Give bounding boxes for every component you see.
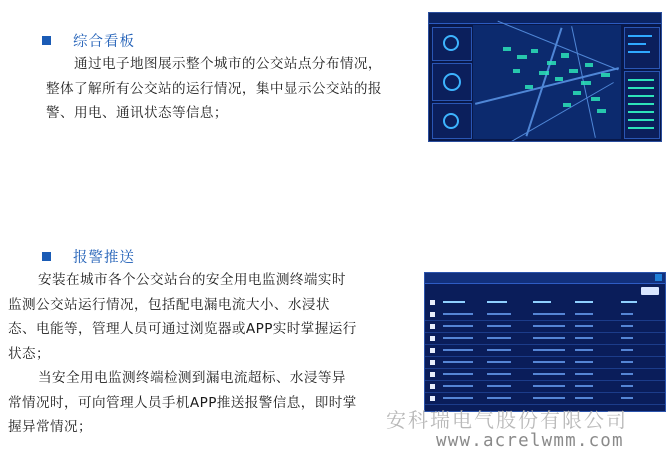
row-checkbox xyxy=(430,384,435,389)
text-line: 警、用电、通讯状态等信息； xyxy=(46,105,228,121)
text-line: 监测公交站运行情况，包括配电漏电流大小、水浸状 xyxy=(8,296,330,313)
text-line: 通过电子地图展示整个城市的公交站点分布情况， xyxy=(74,56,382,72)
dashboard-screenshot xyxy=(428,12,662,142)
text-line: 握异常情况； xyxy=(8,419,92,435)
dashboard-titlebar xyxy=(429,13,661,24)
row-checkbox xyxy=(430,312,435,317)
text-line: 整体了解所有公交站的运行情况，集中显示公交站的报 xyxy=(46,80,382,97)
alarm-table-row xyxy=(425,381,665,393)
bullet-square-icon xyxy=(42,36,51,45)
alarm-action-button xyxy=(641,287,659,295)
website-url: www.acrelwmm.com xyxy=(436,431,624,451)
section-heading-dashboard xyxy=(42,30,135,51)
text-line: 安装在城市各个公交站台的安全用电监测终端实时 xyxy=(38,272,346,288)
alarm-table-header xyxy=(425,297,665,307)
row-checkbox xyxy=(430,360,435,365)
city-map xyxy=(473,25,621,139)
alarm-table-row xyxy=(425,369,665,381)
alarm-table-row xyxy=(425,345,665,357)
bullet-square-icon xyxy=(42,252,51,261)
dashboard-right-panel xyxy=(624,27,660,69)
close-icon xyxy=(655,274,662,281)
section-heading-alarm xyxy=(42,246,135,267)
text-line: 常情况时，可向管理人员手机APP推送报警信息，即时掌 xyxy=(8,394,357,411)
alarm-table-row xyxy=(425,321,665,333)
section-title: 综合看板 xyxy=(73,34,135,50)
text-line: 当安全用电监测终端检测到漏电流超标、水浸等异 xyxy=(38,370,346,386)
row-checkbox xyxy=(430,348,435,353)
alarm-table-row xyxy=(425,309,665,321)
company-watermark: 安科瑞电气股份有限公司 xyxy=(386,408,628,432)
gauge-icon xyxy=(443,113,459,129)
row-checkbox xyxy=(430,396,435,401)
row-checkbox xyxy=(430,336,435,341)
row-checkbox xyxy=(430,324,435,329)
alarm-description xyxy=(8,268,357,440)
gauge-icon xyxy=(443,73,461,91)
alarm-window-titlebar xyxy=(425,273,665,284)
gauge-icon xyxy=(443,35,459,51)
text-line: 状态； xyxy=(8,345,50,362)
alarm-table-row xyxy=(425,333,665,345)
dashboard-description xyxy=(46,52,382,126)
section-title: 报警推送 xyxy=(73,250,135,266)
text-line: 态、电能等，管理人员可通过浏览器或APP实时掌握运行 xyxy=(8,321,357,337)
alarm-table-screenshot xyxy=(424,272,666,412)
alarm-table-row xyxy=(425,357,665,369)
row-checkbox xyxy=(430,372,435,377)
